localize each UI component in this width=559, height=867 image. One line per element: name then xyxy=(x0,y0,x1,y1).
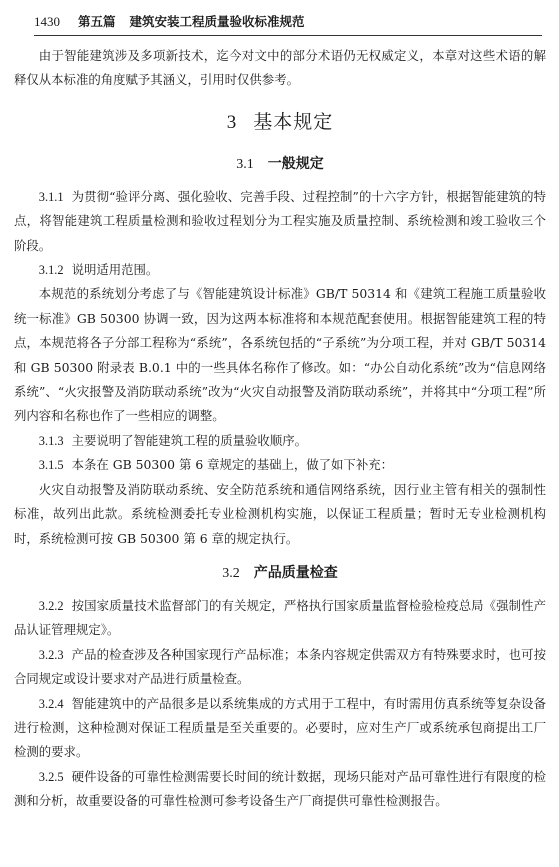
clause-text: 产品的检查涉及各种国家现行产品标准；本条内容规定供需双方有特殊要求时，也可按合同规定或设计要求对产品进行质量检查。 xyxy=(14,646,546,687)
body-paragraph: 火灾自动报警及消防联动系统、安全防范系统和通信网络系统，因行业主管有相关的强制性标准，故列出此款。系统检测委托专业检测机构实施，以保证工程质量；暂时无专业检测机构时，系统检测可按 GB 50300 第 6 章的规定执行。 xyxy=(14,481,546,546)
clause-paragraph xyxy=(14,594,546,643)
part-label: 第五篇 xyxy=(77,14,116,29)
clause-text: 智能建筑中的产品很多是以系统集成的方式用于工程中，有时需用仿真系统等复杂设备进行检测，这种检测对保证工程质量是至关重要的。必要时，应对生产厂或系统承包商提出工厂检测的要求。 xyxy=(14,695,546,760)
clause-paragraph xyxy=(14,185,546,258)
book-title: 建筑安装工程质量验收标准规范 xyxy=(129,14,305,29)
clause-number: 3.2.2 xyxy=(38,598,64,613)
page-body xyxy=(14,44,546,814)
intro-paragraph: 由于智能建筑涉及多项新技术，迄今对文中的部分术语仍无权威定义，本章对这些术语的解释仅从本标准的角度赋予其涵义，引用时仅供参考。 xyxy=(14,48,546,88)
clause-text: 主要说明了智能建筑工程的质量验收顺序。 xyxy=(71,432,307,448)
chapter-number: 3 xyxy=(226,111,238,133)
clause-text: 为贯彻“验评分离、强化验收、完善手段、过程控制”的十六字方针，根据智能建筑的特点，将智能建筑工程质量检测和验收过程划分为工程实施及质量控制、系统检测和竣工验收三个阶段。 xyxy=(14,188,546,253)
clause-number: 3.1.1 xyxy=(38,189,64,204)
clause-number: 3.2.5 xyxy=(38,769,64,784)
section-title: 产品质量检查 xyxy=(253,564,338,581)
clause-text: 本条在 GB 50300 第 6 章规定的基础上，做了如下补充： xyxy=(71,457,393,473)
clause-text: 硬件设备的可靠性检测需要长时间的统计数据，现场只能对产品可靠性进行有限度的检测和分析，故重要设备的可靠性检测可参考设备生产厂商提供可靠性检测报告。 xyxy=(14,768,546,809)
section-title: 一般规定 xyxy=(267,155,324,172)
clause-paragraph xyxy=(14,692,546,765)
clause-paragraph xyxy=(14,765,546,814)
body-paragraph: 本规范的系统划分考虑了与《智能建筑设计标准》GB/T 50314 和《建筑工程施工质量验收统一标准》GB 50300 协调一致，因为这两本标准将和本规范配套使用。根据智能建筑工程的特点，本规范将各子分部工程称为“系统”，各系统包括的“子系统”为分项工程，并对 GB/T 50314 和 GB 50300 附录表 B.0.1 中的一些具体名称作了修改。如：“办公自动化系统”改为“信息网络系统”、“火灾报警及消防联动系统”改为“火灾自动报警及消防联动系统”，并将其中“分项工程”所列内容和名称也作了一些相应的调整。 xyxy=(14,286,546,424)
clause-paragraph xyxy=(14,453,546,477)
clause-number: 3.2.4 xyxy=(38,696,64,711)
chapter-heading xyxy=(14,107,546,138)
clause-number: 3.1.3 xyxy=(38,433,64,448)
section-number: 3.1 xyxy=(236,156,254,172)
section-3-1 xyxy=(14,152,546,551)
section-3-2 xyxy=(14,561,546,814)
clause-number: 3.1.2 xyxy=(38,263,64,278)
section-heading xyxy=(14,561,546,586)
page-number: 1430 xyxy=(34,14,60,29)
section-heading xyxy=(14,152,546,177)
clause-paragraph xyxy=(14,429,546,453)
clause-text: 按国家质量技术监督部门的有关规定，严格执行国家质量监督检验检疫总局《强制性产品认证管理规定》。 xyxy=(14,597,546,638)
section-number: 3.2 xyxy=(222,565,240,581)
clause-number: 3.2.3 xyxy=(38,647,64,662)
clause-number: 3.1.5 xyxy=(38,458,64,473)
running-header xyxy=(34,9,542,36)
clause-text: 说明适用范围。 xyxy=(71,262,159,278)
clause-paragraph xyxy=(14,643,546,692)
chapter-title: 基本规定 xyxy=(253,110,334,133)
clause-paragraph xyxy=(14,258,546,282)
